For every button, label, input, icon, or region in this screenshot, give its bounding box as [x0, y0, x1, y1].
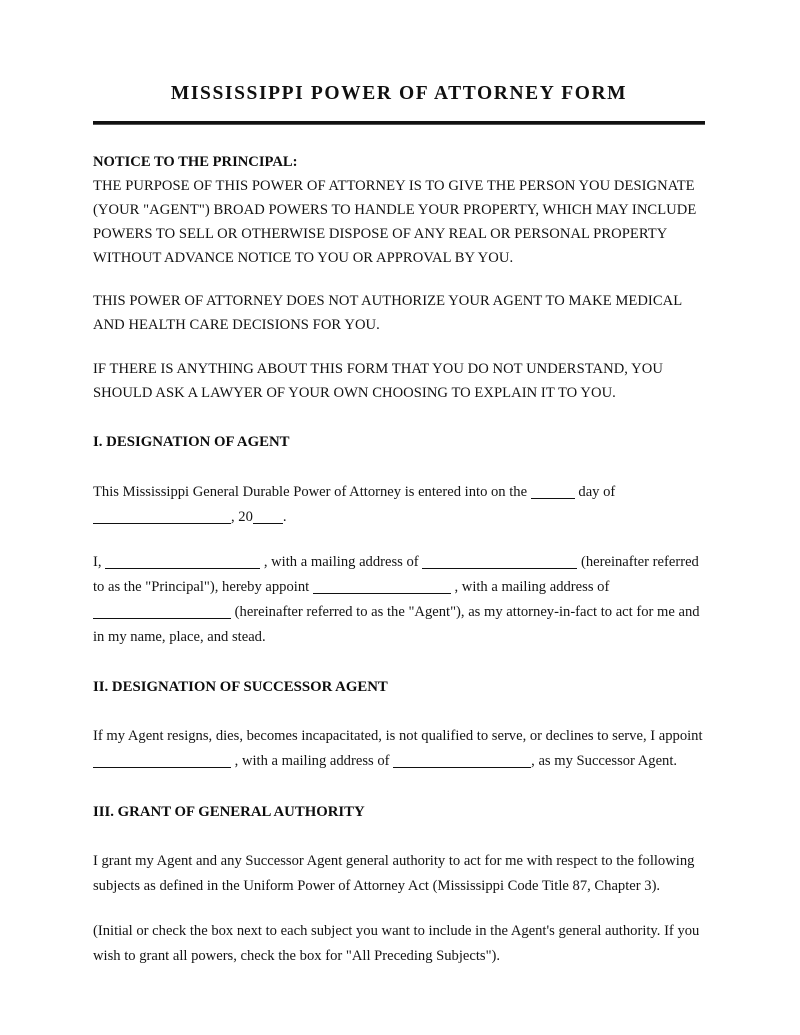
notice-paragraph-1: THE PURPOSE OF THIS POWER OF ATTORNEY IS TO GIVE THE PERSON YOU DESIGNATE (YOUR "AGENT") BROAD POWERS TO HANDLE YOUR PROPERTY, WHICH MAY INCLUDE POWERS TO SELL OR OTHERWISE DISPOSE OF ANY REAL OR PERSONAL PROPERTY WITHOUT ADVANCE NOTICE TO YOU OR APPROVAL BY YOU. [93, 178, 697, 266]
page-title: MISSISSIPPI POWER OF ATTORNEY FORM [170, 83, 628, 104]
month-blank-field[interactable] [93, 511, 231, 524]
section-heading-designation-of-agent: I. DESIGNATION OF AGENT [93, 434, 290, 451]
spacer [93, 338, 705, 358]
appointment-paragraph [93, 550, 705, 650]
date-line-text-after: day of [578, 483, 616, 500]
section-heading-grant-of-general-authority: III. GRANT OF GENERAL AUTHORITY [93, 803, 365, 820]
successor-address-blank-field[interactable] [393, 755, 531, 768]
notice-to-principal-label: NOTICE TO THE PRINCIPAL: [93, 154, 298, 171]
spacer [93, 270, 705, 290]
spacer [93, 650, 705, 676]
section-heading-designation-of-successor-agent: II. DESIGNATION OF SUCCESSOR AGENT [93, 679, 388, 696]
spacer [93, 454, 705, 480]
appointment-after-agent-name: , with a mailing address of [454, 578, 610, 595]
grant-authority-paragraph-1: I grant my Agent and any Successor Agent general authority to act for me with respect to the following subjects as defined in the Uniform Power of Attorney Act (Mississippi Code Title 87, Chapter 3). [93, 852, 695, 894]
notice-paragraph-3: IF THERE IS ANYTHING ABOUT THIS FORM THAT YOU DO NOT UNDERSTAND, YOU SHOULD ASK A LAWYER OF YOUR OWN CHOOSING TO EXPLAIN IT TO YOU. [93, 360, 663, 401]
year-blank-field[interactable] [253, 511, 283, 524]
principal-address-blank-field[interactable] [422, 556, 577, 569]
date-line-end: . [282, 508, 287, 525]
successor-agent-paragraph [93, 724, 705, 774]
day-blank-field[interactable] [531, 486, 575, 499]
notice-paragraph-2: THIS POWER OF ATTORNEY DOES NOT AUTHORIZE YOUR AGENT TO MAKE MEDICAL AND HEALTH CARE DECISIONS FOR YOU. [93, 293, 682, 334]
grant-authority-paragraph-2: (Initial or check the box next to each subject you want to include in the Agent's general authority. If you wish to grant all powers, check the box for "All Preceding Subjects"). [93, 922, 700, 964]
spacer [93, 530, 705, 550]
agent-name-blank-field[interactable] [313, 581, 451, 594]
spacer [93, 698, 705, 724]
date-line-paragraph [93, 480, 705, 530]
appointment-after-address: (hereinafter referred to as the "Principal"), hereby appoint [93, 553, 699, 595]
successor-after-address: , as my Successor Agent. [531, 753, 678, 770]
appointment-lead: I, [93, 553, 102, 570]
appointment-after-name: , with a mailing address of [263, 553, 419, 570]
principal-name-blank-field[interactable] [105, 556, 260, 569]
spacer [93, 775, 705, 801]
spacer [93, 125, 705, 135]
spacer [93, 899, 705, 919]
successor-after-name: , with a mailing address of [234, 753, 390, 770]
document-content [93, 0, 705, 969]
appointment-after-agent-address: (hereinafter referred to as the "Agent"), as my attorney-in-fact to act for me and in my name, place, and stead. [93, 603, 700, 646]
spacer [93, 405, 705, 431]
successor-lead: If my Agent resigns, dies, becomes incapacitated, is not qualified to serve, or declines to serve, I appoint [93, 728, 703, 745]
date-line-text-before: This Mississippi General Durable Power of Attorney is entered into on the [93, 483, 528, 500]
spacer [93, 823, 705, 849]
date-line-year-prefix: , 20 [231, 508, 253, 525]
successor-name-blank-field[interactable] [93, 755, 231, 768]
agent-address-blank-field[interactable] [93, 606, 231, 619]
